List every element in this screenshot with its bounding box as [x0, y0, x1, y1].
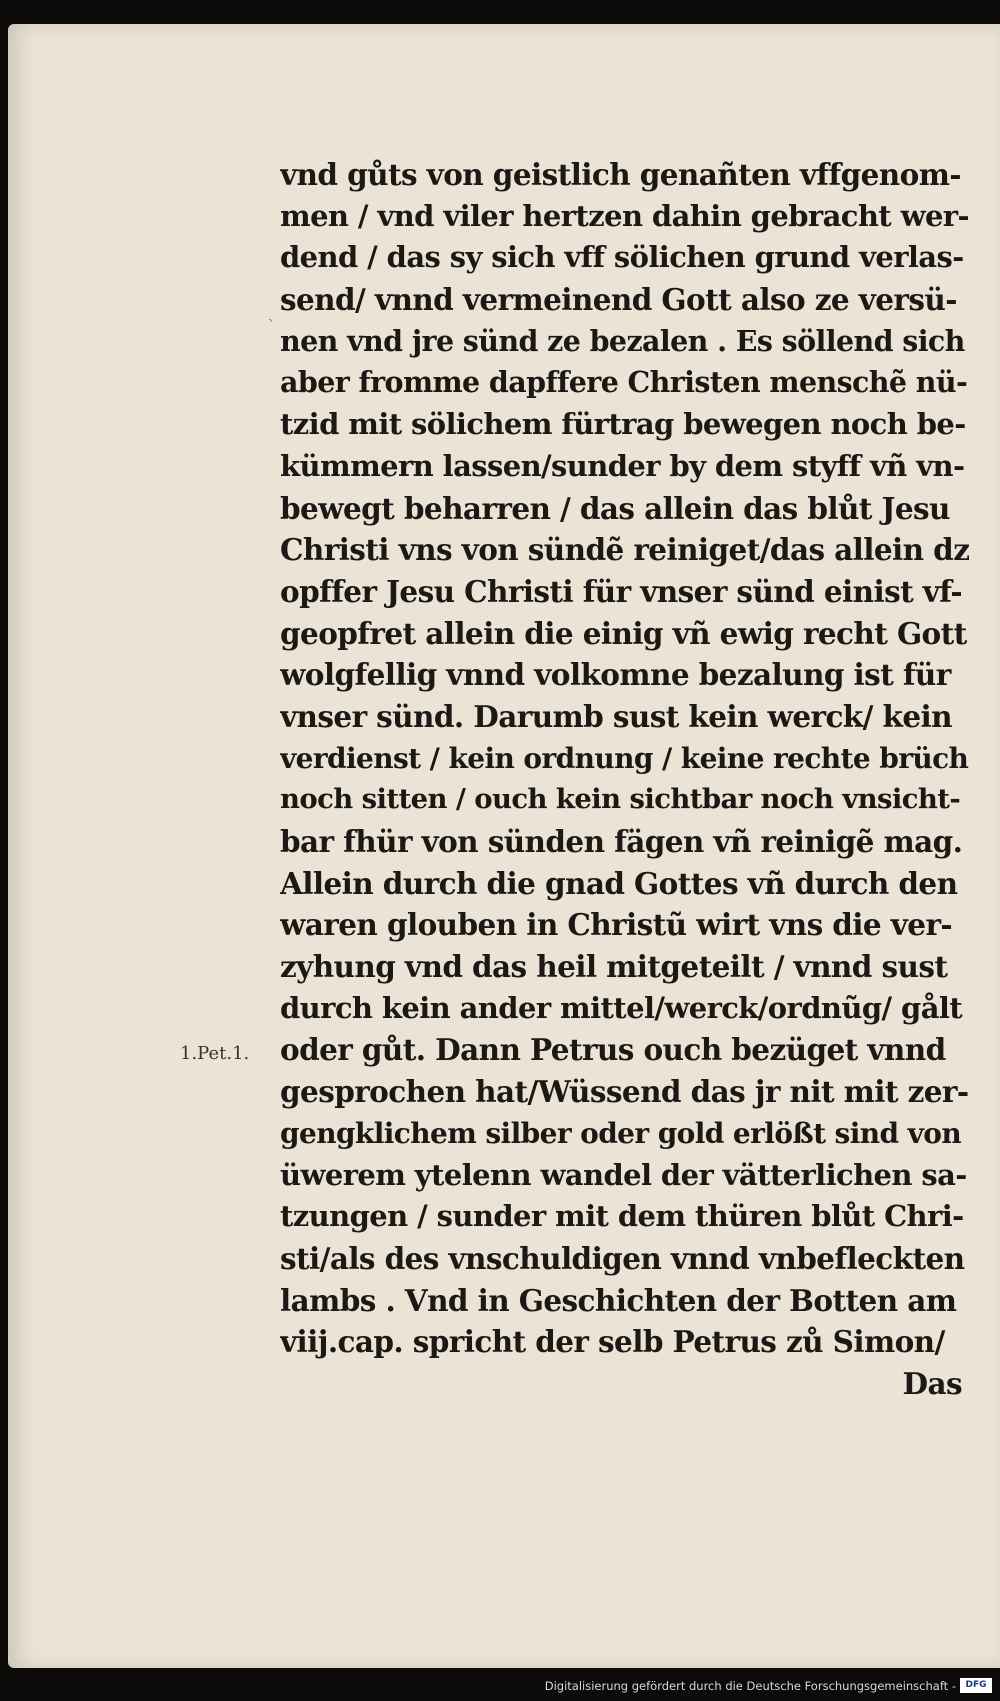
text-line: geopfret allein die einig vñ ewig recht Gott: [280, 615, 967, 651]
text-line: zyhung vnd das heil mitgeteilt / vnnd sust: [280, 949, 948, 985]
text-line: viij.cap. spricht der selb Petrus zů Simon/: [280, 1324, 945, 1360]
text-line: waren glouben in Christũ wirt vns die ver-: [280, 907, 953, 943]
book-page: [8, 24, 1000, 1668]
text-line: noch sitten / ouch kein sichtbar noch vnsicht-: [280, 783, 961, 816]
text-line: Das: [902, 1365, 962, 1401]
text-line: nen vnd jre sünd ze bezalen . Es söllend sich: [280, 323, 965, 358]
text-line: dend / das sy sich vff sölichen grund verlas-: [280, 240, 964, 275]
text-line: lambs . Vnd in Geschichten der Botten am: [280, 1282, 957, 1318]
text-line: wolgfellig vnnd volkomne bezalung ist für: [280, 657, 951, 693]
text-line: men / vnd viler hertzen dahin gebracht wer-: [280, 198, 969, 233]
text-line: aber fromme dapffere Christen menschẽ nü-: [280, 365, 968, 400]
margin-mark: `: [268, 318, 275, 334]
text-line: vnser sünd. Darumb sust kein werck/ kein: [280, 698, 952, 734]
text-line: sti/als des vnschuldigen vnnd vnbefleckten: [280, 1240, 965, 1276]
text-line: tzid mit sölichem fürtrag bewegen noch be-: [280, 407, 966, 442]
text-line: tzungen / sunder mit dem thüren blůt Chri-: [280, 1199, 964, 1234]
page-text-block: [280, 154, 970, 1405]
text-line: Allein durch die gnad Gottes vñ durch den: [280, 865, 958, 901]
footer-bar: [0, 1672, 1000, 1701]
dfg-logo: DFG: [960, 1678, 992, 1693]
text-line: kümmern lassen/sunder by dem styff vñ vn-: [280, 448, 965, 483]
text-line: send/ vnnd vermeinend Gott also ze versü-: [280, 282, 957, 318]
text-line: vnd gůts von geistlich genañten vffgenom-: [280, 157, 961, 192]
text-line: gesprochen hat/Wüssend das jr nit mit zer-: [280, 1074, 969, 1110]
text-line: bar fhür von sünden fägen vñ reinigẽ mag.: [280, 824, 963, 859]
funding-credit: Digitalisierung gefördert durch die Deutsche Forschungsgemeinschaft -: [544, 1679, 956, 1693]
text-line: durch kein ander mittel/werck/ordnũg/ gålt: [280, 990, 963, 1025]
margin-note: 1.Pet.1.: [180, 1043, 250, 1064]
text-line: gengklichem silber oder gold erlößt sind von: [280, 1116, 962, 1150]
text-line: opffer Jesu Christi für vnser sünd einist vf-: [280, 573, 962, 609]
text-line: verdienst / kein ordnung / keine rechte brüch: [280, 741, 969, 775]
text-line: bewegt beharren / das allein das blůt Jesu: [280, 490, 950, 526]
text-line: üwerem ytelenn wandel der vätterlichen sa-: [280, 1157, 967, 1192]
text-line: oder gůt. Dann Petrus ouch bezüget vnnd: [280, 1032, 946, 1068]
text-line: Christi vns von sündẽ reiniget/das allein dz: [280, 532, 970, 568]
